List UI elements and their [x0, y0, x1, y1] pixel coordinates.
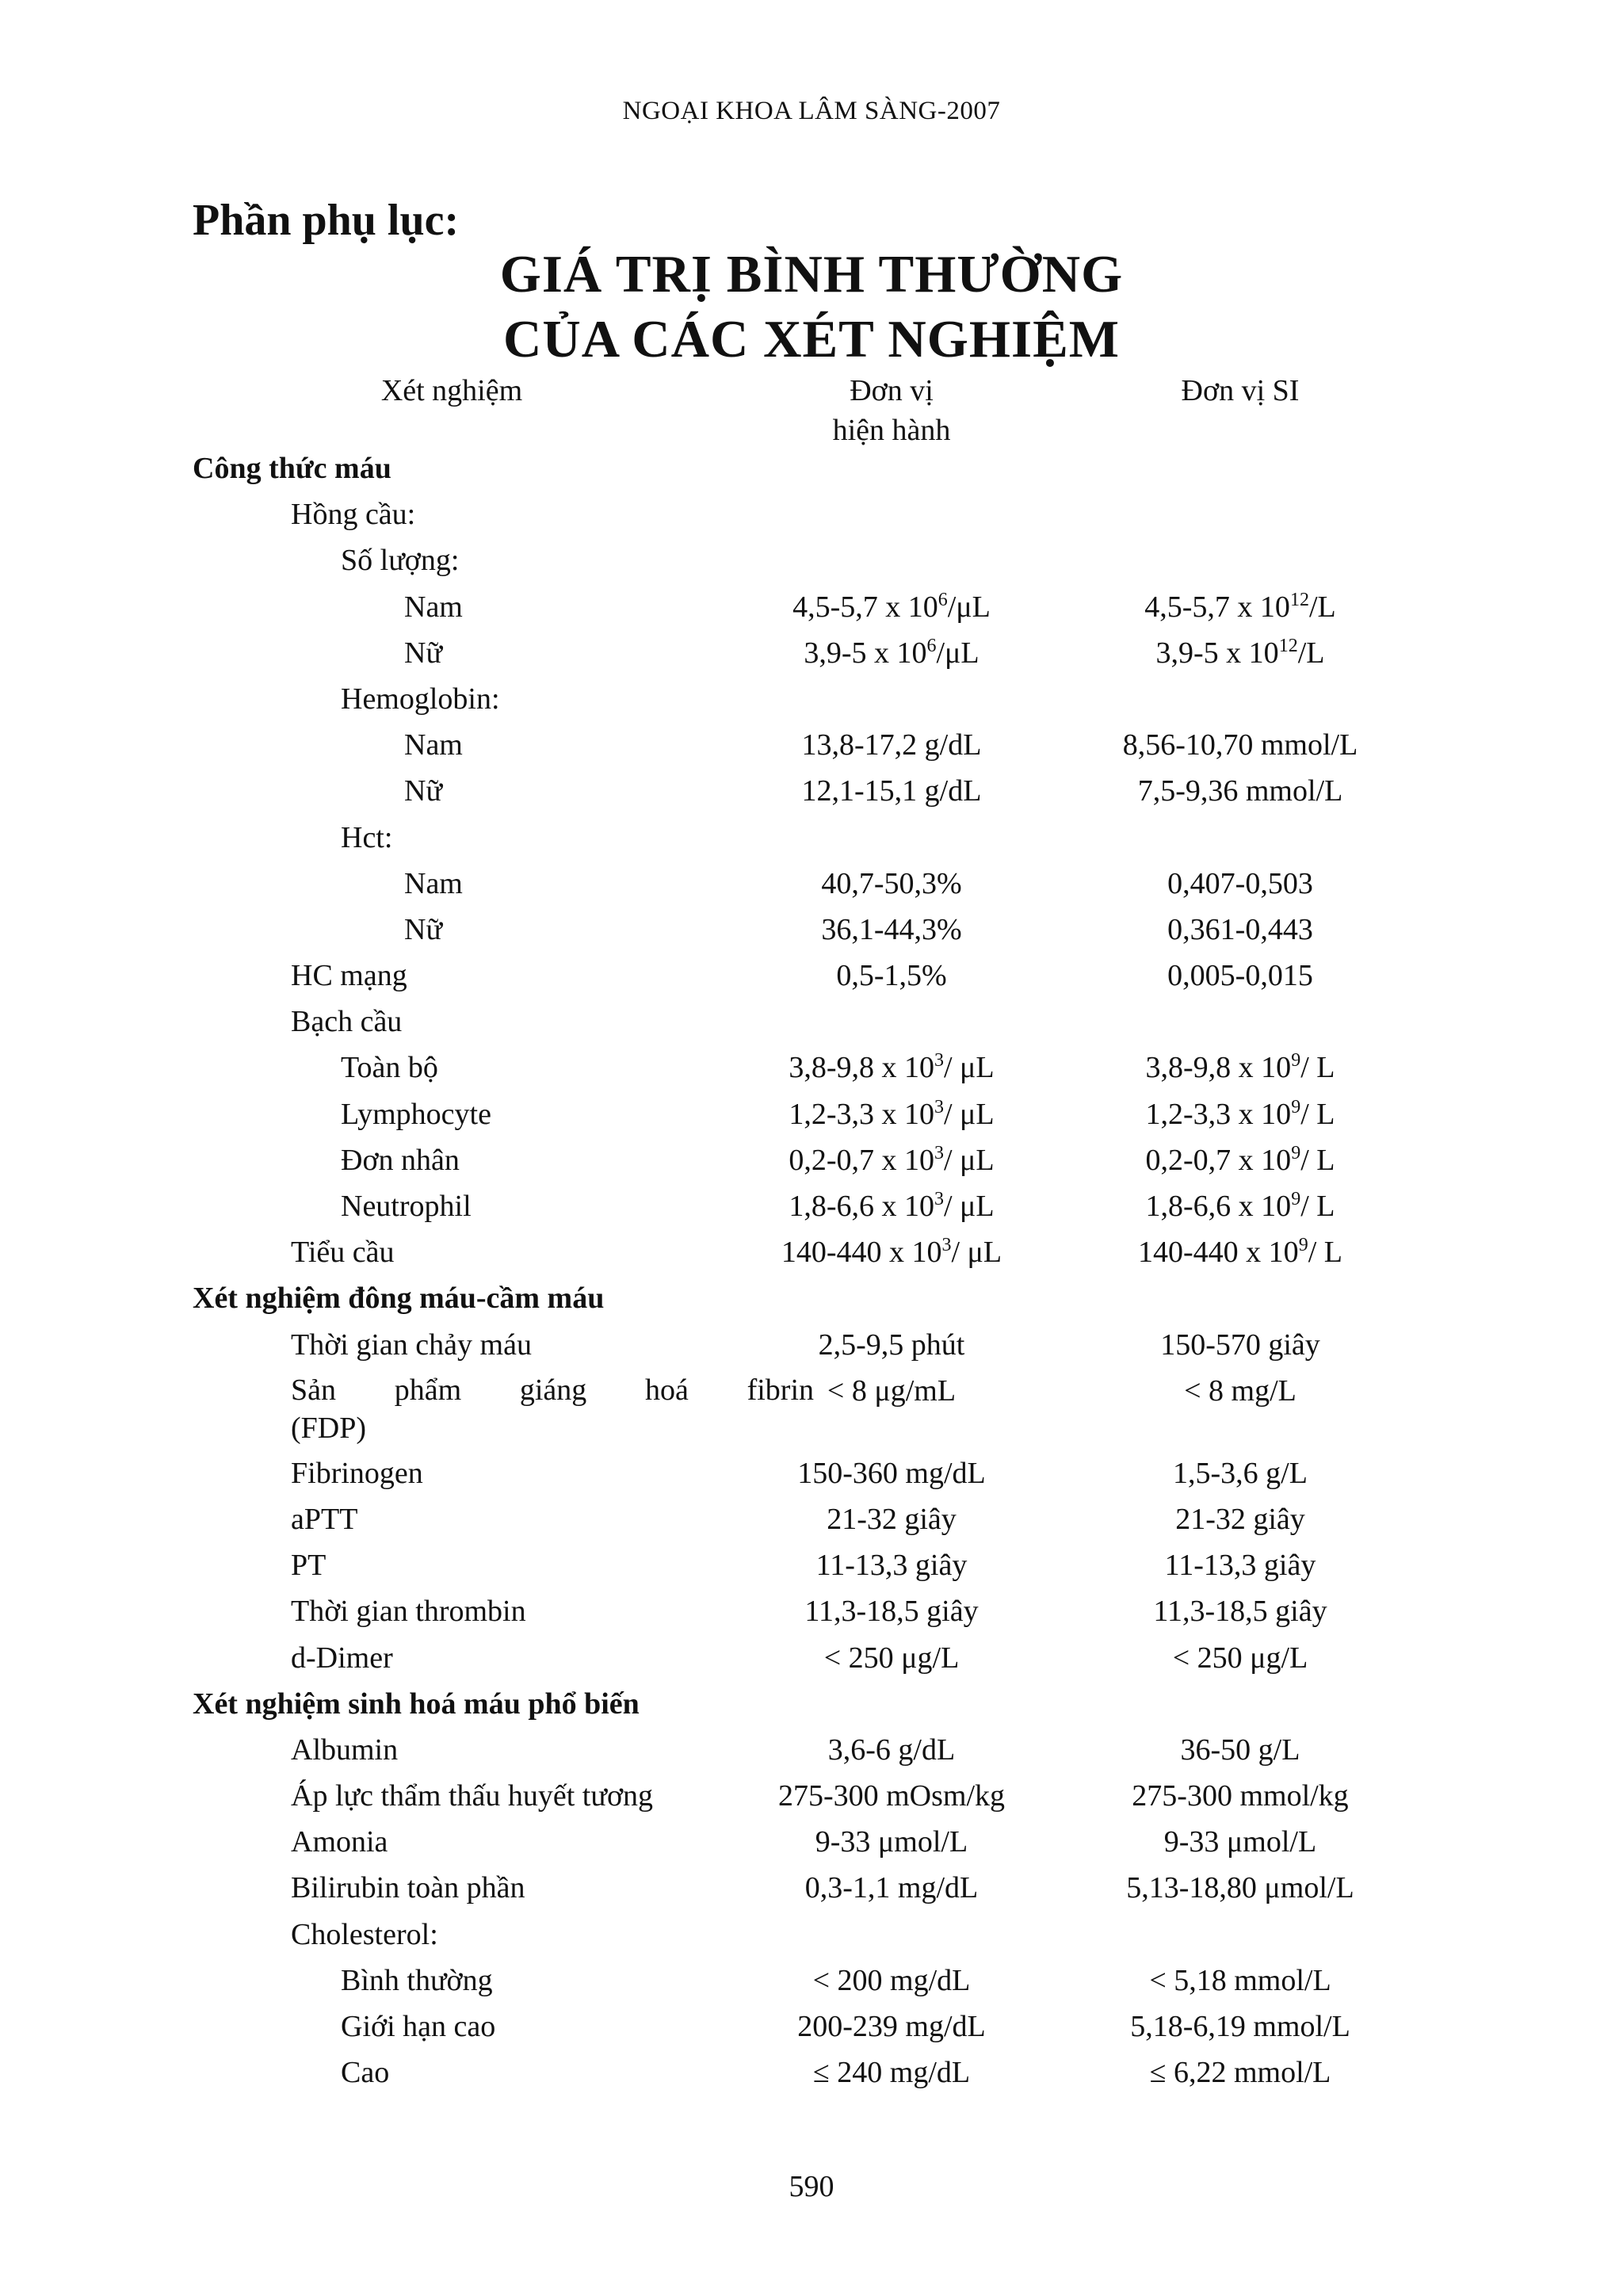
test-name: Số lượng: — [341, 544, 460, 578]
table-row — [0, 771, 1623, 817]
section-heading: Xét nghiệm đông máu-cầm máu — [193, 1282, 605, 1316]
table-row — [0, 1186, 1623, 1232]
table-row — [0, 541, 1623, 586]
table-row — [0, 1371, 1623, 1454]
si-unit-value: 36-50 g/L — [1180, 1733, 1300, 1767]
test-name: Bilirubin toàn phần — [291, 1871, 525, 1905]
table-row — [0, 1868, 1623, 1914]
current-unit-value: 0,3-1,1 mg/dL — [804, 1871, 979, 1905]
table-row — [0, 1591, 1623, 1637]
table-row — [0, 2007, 1623, 2053]
test-name: Lymphocyte — [341, 1097, 491, 1131]
table-row — [0, 587, 1623, 633]
si-unit-value: 1,5-3,6 g/L — [1173, 1456, 1308, 1490]
current-unit-value: 3,6-6 g/dL — [827, 1733, 956, 1767]
current-unit-value: 3,9-5 x $10^6/\mu L$ — [804, 635, 980, 670]
test-name: Cholesterol: — [291, 1917, 438, 1951]
table-row — [0, 818, 1623, 864]
si-unit-value: 7,5-9,36 mmol/L — [1137, 774, 1343, 808]
si-unit-value: 1,2-3,3 x $10^9/$ L — [1145, 1096, 1335, 1131]
table-row — [0, 633, 1623, 679]
test-name: Nữ — [404, 912, 443, 946]
test-name: Thời gian thrombin — [291, 1595, 526, 1629]
test-name: Cao — [341, 2056, 390, 2090]
current-unit-value: 3,8-9,8 x $10^3/$ μL — [789, 1050, 995, 1085]
running-header: NGOẠI KHOA LÂM SÀNG-2007 — [622, 97, 1001, 125]
current-unit-value: 13,8-17,2 g/dL — [801, 728, 982, 762]
current-unit-value: 9-33 μmol/L — [815, 1825, 968, 1859]
test-name: aPTT — [291, 1502, 358, 1536]
table-row — [0, 2053, 1623, 2099]
current-unit-value: 0,2-0,7 x $10^3/$ μL — [789, 1142, 995, 1177]
table-row — [0, 1325, 1623, 1371]
si-unit-value: 1,8-6,6 x $10^9/$ L — [1145, 1189, 1335, 1223]
si-unit-value: 5,13-18,80 μmol/L — [1126, 1871, 1354, 1905]
column-header-current-unit-line-1: Đơn vị — [850, 374, 934, 407]
test-name: Toàn bộ — [341, 1051, 438, 1085]
current-unit-value: 150-360 mg/dL — [797, 1456, 986, 1490]
si-unit-value: 5,18-6,19 mmol/L — [1130, 2010, 1350, 2043]
si-unit-value: 150-570 giây — [1160, 1328, 1320, 1362]
si-unit-value: 8,56-10,70 mmol/L — [1122, 728, 1358, 762]
test-name: Fibrinogen — [291, 1456, 423, 1490]
test-name: Đơn nhân — [341, 1143, 460, 1177]
test-name: d-Dimer — [291, 1641, 393, 1675]
table-row — [0, 1730, 1623, 1776]
test-name: Albumin — [291, 1733, 399, 1767]
column-header-test: Xét nghiệm — [380, 374, 523, 407]
test-name: Nam — [404, 590, 463, 624]
test-name: HC mạng — [291, 959, 407, 993]
test-name: Amonia — [291, 1825, 388, 1859]
current-unit-value: 2,5-9,5 phút — [818, 1328, 965, 1362]
test-name: Áp lực thẩm thấu huyết tương — [291, 1779, 654, 1813]
current-unit-value: 4,5-5,7 x $10^6/\mu L$ — [792, 589, 991, 624]
si-unit-value: 140-440 x $10^9/$ L — [1138, 1235, 1342, 1270]
table-row — [0, 1776, 1623, 1822]
column-header-current-unit — [757, 371, 1026, 450]
section-heading-row — [0, 449, 1623, 495]
table-row — [0, 1454, 1623, 1499]
si-unit-value: 0,2-0,7 x $10^9/$ L — [1145, 1142, 1335, 1177]
table-row — [0, 1095, 1623, 1140]
si-unit-value: < 8 mg/L — [1184, 1373, 1296, 1408]
test-name: Neutrophil — [341, 1190, 472, 1223]
si-unit-value: 3,8-9,8 x $10^9/$ L — [1145, 1050, 1335, 1085]
si-unit-value: 9-33 μmol/L — [1163, 1825, 1317, 1859]
section-heading-row — [0, 1278, 1623, 1324]
si-unit-value: 0,005-0,015 — [1167, 959, 1313, 993]
si-unit-value: < 250 μg/L — [1172, 1641, 1308, 1675]
current-unit-value: 36,1-44,3% — [821, 912, 962, 946]
table-row — [0, 956, 1623, 1002]
current-unit-value: 140-440 x $10^3/$ μL — [781, 1235, 1002, 1270]
current-unit-value: 12,1-15,1 g/dL — [801, 774, 982, 808]
si-unit-value: 275-300 mmol/kg — [1132, 1779, 1349, 1813]
test-name: Nữ — [404, 774, 443, 808]
current-unit-value: 275-300 mOsm/kg — [777, 1779, 1006, 1813]
si-unit-value: 4,5-5,7 x $10^{12}/L$ — [1144, 589, 1336, 624]
table-row — [0, 1915, 1623, 1961]
table-row — [0, 1002, 1623, 1048]
table-row — [0, 1048, 1623, 1094]
page-number: 590 — [789, 2170, 834, 2203]
main-title-line-2: CỦA CÁC XÉT NGHIỆM — [502, 310, 1121, 369]
table-row — [0, 1499, 1623, 1545]
test-name: PT — [291, 1549, 327, 1583]
current-unit-value: 11-13,3 giây — [815, 1549, 968, 1583]
table-row — [0, 1140, 1623, 1186]
test-name: Nam — [404, 866, 463, 900]
table-row — [0, 495, 1623, 541]
current-unit-value: 0,5-1,5% — [836, 959, 947, 993]
column-header-si-unit: Đơn vị SI — [1181, 374, 1300, 407]
table-row — [0, 910, 1623, 956]
table-row — [0, 1822, 1623, 1868]
table-row — [0, 725, 1623, 771]
test-name — [291, 1371, 814, 1447]
current-unit-value: < 250 μg/L — [823, 1641, 960, 1675]
table-row — [0, 1545, 1623, 1591]
test-name: Nam — [404, 728, 463, 762]
lab-values-table — [0, 449, 1623, 2099]
current-unit-value: 21-32 giây — [827, 1502, 957, 1536]
test-name: Nữ — [404, 636, 443, 670]
table-row — [0, 679, 1623, 725]
test-name: Hct: — [341, 820, 393, 854]
si-unit-value: 0,361-0,443 — [1167, 912, 1313, 946]
current-unit-value: 200-239 mg/dL — [797, 2010, 986, 2043]
test-name-line-1: Sản phẩm giáng hoá fibrin — [291, 1373, 814, 1407]
test-name-line-2: (FDP) — [291, 1411, 367, 1445]
si-unit-value: ≤ 6,22 mmol/L — [1149, 2056, 1331, 2090]
test-name: Thời gian chảy máu — [291, 1328, 532, 1362]
current-unit-value: 11,3-18,5 giây — [804, 1595, 979, 1629]
current-unit-value: 1,8-6,6 x $10^3/$ μL — [789, 1189, 995, 1223]
table-row — [0, 1232, 1623, 1278]
si-unit-value: 21-32 giây — [1175, 1502, 1305, 1536]
section-heading: Công thức máu — [193, 452, 391, 485]
current-unit-value: < 8 μg/mL — [827, 1373, 957, 1408]
table-row — [0, 864, 1623, 910]
si-unit-value: 11-13,3 giây — [1164, 1549, 1316, 1583]
test-name: Giới hạn cao — [341, 2010, 496, 2043]
si-unit-value: < 5,18 mmol/L — [1149, 1963, 1331, 1997]
si-unit-value: 11,3-18,5 giây — [1153, 1595, 1327, 1629]
main-title-line-1: GIÁ TRỊ BÌNH THƯỜNG — [499, 245, 1124, 304]
test-name: Bạch cầu — [291, 1005, 403, 1039]
current-unit-value: < 200 mg/dL — [812, 1963, 971, 1997]
test-name: Tiểu cầu — [291, 1236, 395, 1270]
test-name: Hồng cầu: — [291, 498, 416, 532]
table-row — [0, 1961, 1623, 2007]
section-heading: Xét nghiệm sinh hoá máu phổ biến — [193, 1687, 640, 1721]
current-unit-value: ≤ 240 mg/dL — [812, 2056, 971, 2090]
section-heading-row — [0, 1684, 1623, 1730]
si-unit-value: 0,407-0,503 — [1167, 866, 1313, 900]
test-name: Hemoglobin: — [341, 682, 500, 716]
current-unit-value: 40,7-50,3% — [821, 866, 962, 900]
part-title: Phần phụ lục: — [193, 196, 460, 245]
column-header-current-unit-line-2: hiện hành — [832, 414, 951, 447]
table-row — [0, 1638, 1623, 1684]
current-unit-value: 1,2-3,3 x $10^3/$ μL — [789, 1096, 995, 1131]
si-unit-value: 3,9-5 x $10^{12}/L$ — [1155, 635, 1325, 670]
test-name: Bình thường — [341, 1963, 493, 1997]
